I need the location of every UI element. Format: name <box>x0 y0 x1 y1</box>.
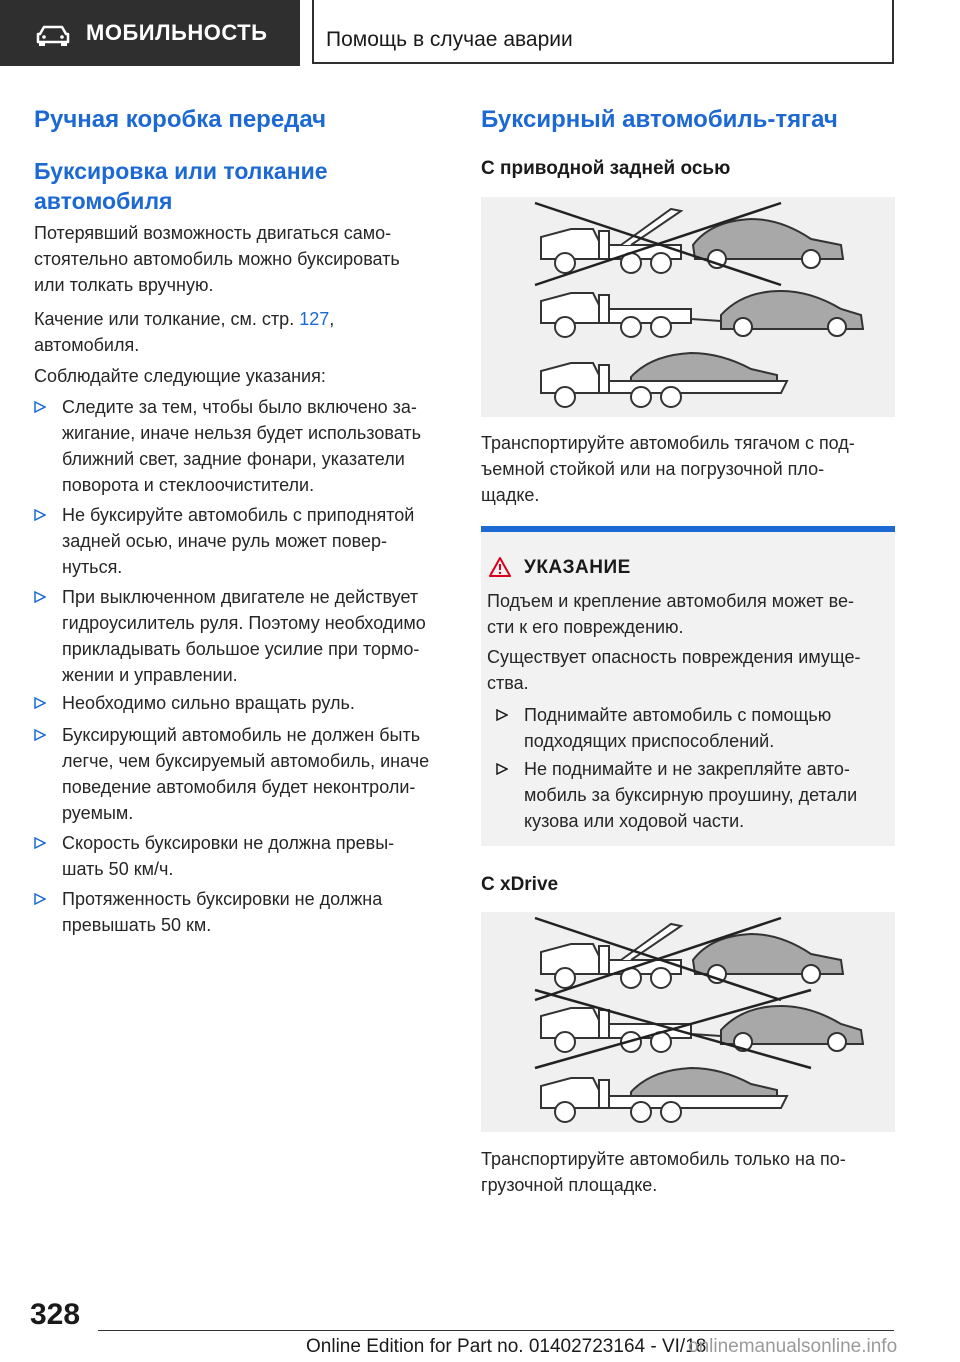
list-item: Протяженность буксировки не должна превышать 50 км. <box>34 886 454 938</box>
subsection-xdrive: С xDrive <box>481 874 559 895</box>
triangle-bullet-icon <box>34 591 46 603</box>
warning-paragraph-1 <box>487 588 887 640</box>
subsection-title-towing-line2: автомобиля <box>34 188 173 214</box>
text-line: сти к его повреждению. <box>487 617 684 637</box>
intro-paragraph <box>34 220 454 298</box>
list-item: Следите за тем, чтобы было включено за- жигание, иначе нельзя будет использовать ближний свет, задние фонари, указатели поворота и стеклоочистители. <box>34 394 454 498</box>
text-span: Качение или толкание, см. стр. <box>34 309 300 329</box>
instructions-lead: Соблюдайте следующие указания: <box>34 366 326 386</box>
text-span: , <box>329 309 335 329</box>
figure-caption-xdrive <box>481 1146 895 1198</box>
header-section-title: МОБИЛЬНОСТЬ <box>86 20 268 45</box>
text-line: грузочной площадке. <box>481 1175 658 1195</box>
page-link-127[interactable]: 127 <box>299 309 330 329</box>
section-title-manual-gearbox: Ручная коробка передач <box>34 106 327 133</box>
footer-watermark: onlinemanualsonline.info <box>688 1336 898 1357</box>
text-line: ъемной стойкой или на погрузочной пло- <box>481 459 825 479</box>
text-line: Подъем и крепление автомобиля может ве- <box>487 591 854 611</box>
text-line: Существует опасность повреждения имуще- <box>487 647 861 667</box>
page-number: 328 <box>30 1298 81 1331</box>
list-item: Не буксируйте автомобиль с приподнятой задней осью, иначе руль может повер- нуться. <box>34 502 454 580</box>
text-line: автомобиля. <box>34 335 140 355</box>
triangle-bullet-icon <box>496 709 508 721</box>
towing-methods-illustration-rear-axle <box>481 197 895 417</box>
triangle-bullet-icon <box>34 729 46 741</box>
triangle-bullet-icon <box>34 401 46 413</box>
towing-methods-illustration-xdrive <box>481 912 895 1132</box>
text-line: Транспортируйте автомобиль тягачом с под- <box>481 433 855 453</box>
footer-edition: Online Edition for Part no. 01402723164 - VI/18 <box>306 1336 707 1357</box>
warning-list-item: Не поднимайте и не закрепляйте авто- мобиль за буксирную проушину, детали кузова или ходовой части. <box>496 756 888 834</box>
text-line: стоятельно автомобиль можно буксировать <box>34 249 400 269</box>
rolling-reference-paragraph <box>34 306 454 358</box>
subsection-title-towing-line1: Буксировка или толкание <box>34 158 328 184</box>
footer-divider <box>98 1330 894 1331</box>
subsection-rear-axle: С приводной задней осью <box>481 158 731 179</box>
triangle-bullet-icon <box>496 763 508 775</box>
warning-triangle-icon <box>488 556 512 578</box>
text-line: Транспортируйте автомобиль только на по- <box>481 1149 846 1169</box>
text-line: Потерявший возможность двигаться само- <box>34 223 392 243</box>
triangle-bullet-icon <box>34 509 46 521</box>
car-icon <box>36 24 70 46</box>
figure-caption-rear-axle <box>481 430 895 508</box>
list-item: Необходимо сильно вращать руль. <box>34 690 454 716</box>
warning-title: УКАЗАНИЕ <box>524 557 631 578</box>
text-line: или толкать вручную. <box>34 275 214 295</box>
warning-paragraph-2 <box>487 644 887 696</box>
text-line: щадке. <box>481 485 540 505</box>
triangle-bullet-icon <box>34 697 46 709</box>
triangle-bullet-icon <box>34 837 46 849</box>
header-chapter-title: Помощь в случае аварии <box>326 28 573 51</box>
section-title-tow-truck: Буксирный автомобиль-тягач <box>481 106 838 133</box>
list-item: При выключенном двигателе не действует гидроусилитель руля. Поэтому необходимо прикладывать большое усилие при тормо- жении и управлении. <box>34 584 454 688</box>
triangle-bullet-icon <box>34 893 46 905</box>
list-item: Буксирующий автомобиль не должен быть легче, чем буксируемый автомобиль, иначе поведение автомобиля будет неконтроли- руемым. <box>34 722 454 826</box>
text-line: ства. <box>487 673 529 693</box>
warning-list-item: Поднимайте автомобиль с помощью подходящих приспособлений. <box>496 702 888 754</box>
list-item: Скорость буксировки не должна превы- шать 50 км/ч. <box>34 830 454 882</box>
